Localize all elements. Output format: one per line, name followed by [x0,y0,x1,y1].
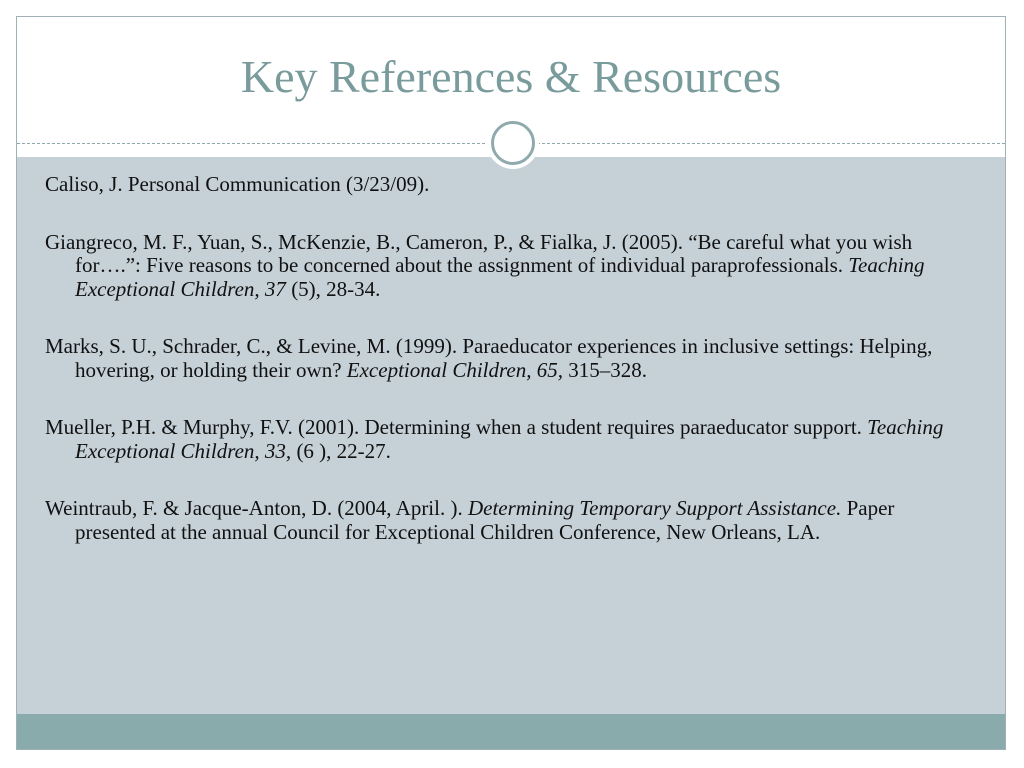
reference-text: Weintraub, F. & Jacque-Anton, D. (2004, April. ). [45,496,468,520]
reference-text: Marks, S. U., Schrader, C., & Levine, M. (1999). Paraeducator experiences in inclusive settings: Helping, hovering, or holding their own? [45,334,933,382]
reference-source: Teaching Exceptional Children, 37 [75,253,925,301]
reference-text: Mueller, P.H. & Murphy, F.V. (2001). Determining when a student requires paraeducator support. [45,415,868,439]
reference-item [45,335,975,382]
reference-details: 315–328. [562,357,647,382]
reference-details: Paper presented at the annual Council for Exceptional Children Conference, New Orleans, LA. [75,496,895,544]
footer-bar [17,714,1005,749]
reference-details: (5), 28-34. [285,276,381,301]
slide [16,16,1006,750]
reference-details: (6 ), 22-27. [291,438,391,463]
reference-list [45,173,975,578]
reference-item [45,231,975,302]
reference-item [45,497,975,544]
reference-item [45,173,975,197]
reference-text: Giangreco, M. F., Yuan, S., McKenzie, B., Cameron, P., & Fialka, J. (2005). “Be careful what you wish for….”: Five reasons to be concerned about the assignment of individual paraprofessionals. [45,229,913,277]
ornament-ring [491,121,535,165]
reference-source: Determining Temporary Support Assistance. [467,496,842,520]
reference-source: Teaching Exceptional Children, 33, [75,415,944,463]
reference-text: Caliso, J. Personal Communication (3/23/09). [45,172,430,196]
reference-item [45,416,975,463]
circle-ornament-icon [487,117,539,169]
slide-title: Key References & Resources [240,51,782,102]
reference-source: Exceptional Children, 65, [346,357,563,382]
